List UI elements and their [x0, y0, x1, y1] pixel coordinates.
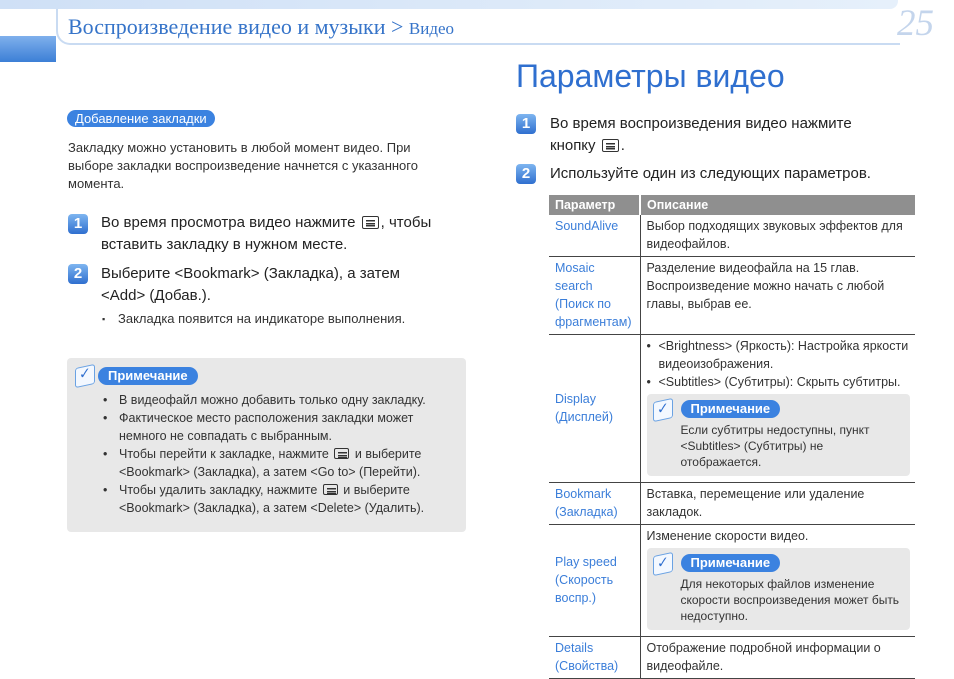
parameter-description [640, 335, 915, 483]
note-item [101, 445, 461, 481]
step-text: Во время воспроизведения видео нажмите [550, 115, 852, 132]
header-tab [0, 36, 56, 62]
note-icon [653, 552, 673, 576]
note-item [101, 409, 461, 445]
parameter-name[interactable]: Play speed (Скорость воспр.) [549, 525, 640, 637]
right-step-2: Используйте один из следующих параметров. [550, 165, 871, 182]
step-number-badge: 2 [68, 264, 88, 284]
note-text: Если субтитры недоступны, пункт <Subtitles> (Субтитры) не отображается. [680, 423, 870, 469]
header-bar [0, 0, 898, 9]
note-text: и выберите [354, 447, 422, 461]
step-text: вставить закладку в нужном месте. [101, 236, 348, 253]
parameter-name[interactable]: Mosaic search (Поиск по фрагментам) [549, 257, 640, 335]
parameter-description: Вставка, перемещение или удаление закладок. [640, 483, 915, 525]
option-list [647, 337, 910, 391]
note-box [67, 358, 466, 532]
parameter-description: Выбор подходящих звуковых эффектов для видеофайлов. [640, 215, 915, 257]
intro-text [68, 139, 418, 193]
note-text: Фактическое место расположения закладки может [119, 411, 414, 425]
table-row [549, 483, 915, 525]
note-label: Примечание [681, 400, 781, 418]
parameters-table [549, 195, 915, 679]
step-text: <Add> (Добав.). [101, 287, 211, 304]
right-step-1 [550, 113, 852, 157]
intro-line: выборе закладки воспроизведение начнется с указанного [68, 158, 418, 173]
step-text: . [620, 137, 625, 154]
page-number: 25 [897, 3, 934, 44]
note-label: Примечание [681, 554, 781, 572]
parameter-name[interactable]: Display (Дисплей) [549, 335, 640, 483]
note-text: и выберите [343, 483, 410, 497]
note-text: В видеофайл можно добавить только одну закладку. [119, 393, 426, 407]
step-text: кнопку [550, 137, 596, 154]
table-row [549, 637, 915, 679]
parameter-description: Разделение видеофайла на 15 глав. Воспроизведение можно начать с любой главы, выбрав ее. [640, 257, 915, 335]
menu-icon [323, 484, 338, 495]
breadcrumb-current: Видео [408, 19, 455, 38]
description-text: Изменение скорости видео. [646, 529, 809, 543]
menu-icon [334, 448, 349, 459]
table-header-row [549, 195, 915, 215]
section-label: Добавление закладки [67, 110, 215, 127]
note-text: <Bookmark> (Закладка), а затем <Delete> (Удалить). [119, 501, 425, 515]
left-step-2 [101, 263, 400, 307]
note-text: немного не совпадать с выбранным. [119, 429, 332, 443]
note-box [647, 548, 911, 630]
table-row [549, 257, 915, 335]
note-item [101, 391, 461, 409]
note-list [101, 391, 461, 517]
menu-icon [602, 139, 619, 152]
parameter-name[interactable]: SoundAlive [549, 215, 640, 257]
step-number-badge: 1 [516, 114, 536, 134]
note-text: <Bookmark> (Закладка), а затем <Go to> (Перейти). [119, 465, 421, 479]
intro-line: момента. [68, 176, 125, 191]
parameter-name[interactable]: Details (Свойства) [549, 637, 640, 679]
note-box [647, 394, 911, 476]
intro-line: Закладку можно установить в любой момент видео. При [68, 140, 411, 155]
table-row [549, 525, 915, 637]
parameter-description [640, 525, 915, 637]
breadcrumb [68, 14, 454, 40]
parameter-name[interactable]: Bookmark (Закладка) [549, 483, 640, 525]
note-label: Примечание [98, 367, 198, 385]
note-text: Чтобы перейти к закладке, нажмите [119, 447, 329, 461]
page-title: Параметры видео [516, 58, 785, 94]
step-text: Во время просмотра видео нажмите [101, 214, 356, 231]
note-item [101, 481, 461, 517]
step-text: , чтобы [380, 214, 432, 231]
left-step-1 [101, 212, 431, 256]
note-text: Для некоторых файлов изменение скорости воспроизведения может быть недоступно. [680, 577, 900, 623]
breadcrumb-section[interactable]: Воспроизведение видео и музыки > [68, 14, 404, 39]
note-text: Чтобы удалить закладку, нажмите [119, 483, 318, 497]
parameter-description: Отображение подробной информации о видеофайле. [640, 637, 915, 679]
step-number-badge: 2 [516, 164, 536, 184]
step-number-badge: 1 [68, 214, 88, 234]
note-icon [75, 364, 95, 388]
table-row [549, 215, 915, 257]
menu-icon [362, 216, 379, 229]
column-header: Параметр [549, 195, 640, 215]
step-bullet: ▪ Закладка появится на индикаторе выполнения. [118, 310, 405, 328]
step-text: Выберите <Bookmark> (Закладка), а затем [101, 265, 400, 282]
note-icon [653, 398, 673, 422]
column-header: Описание [640, 195, 915, 215]
option-item: • <Brightness> (Яркость): Настройка яркости видеоизображения. [647, 337, 910, 373]
table-row [549, 335, 915, 483]
option-item: • <Subtitles> (Субтитры): Скрыть субтитры. [647, 373, 910, 391]
